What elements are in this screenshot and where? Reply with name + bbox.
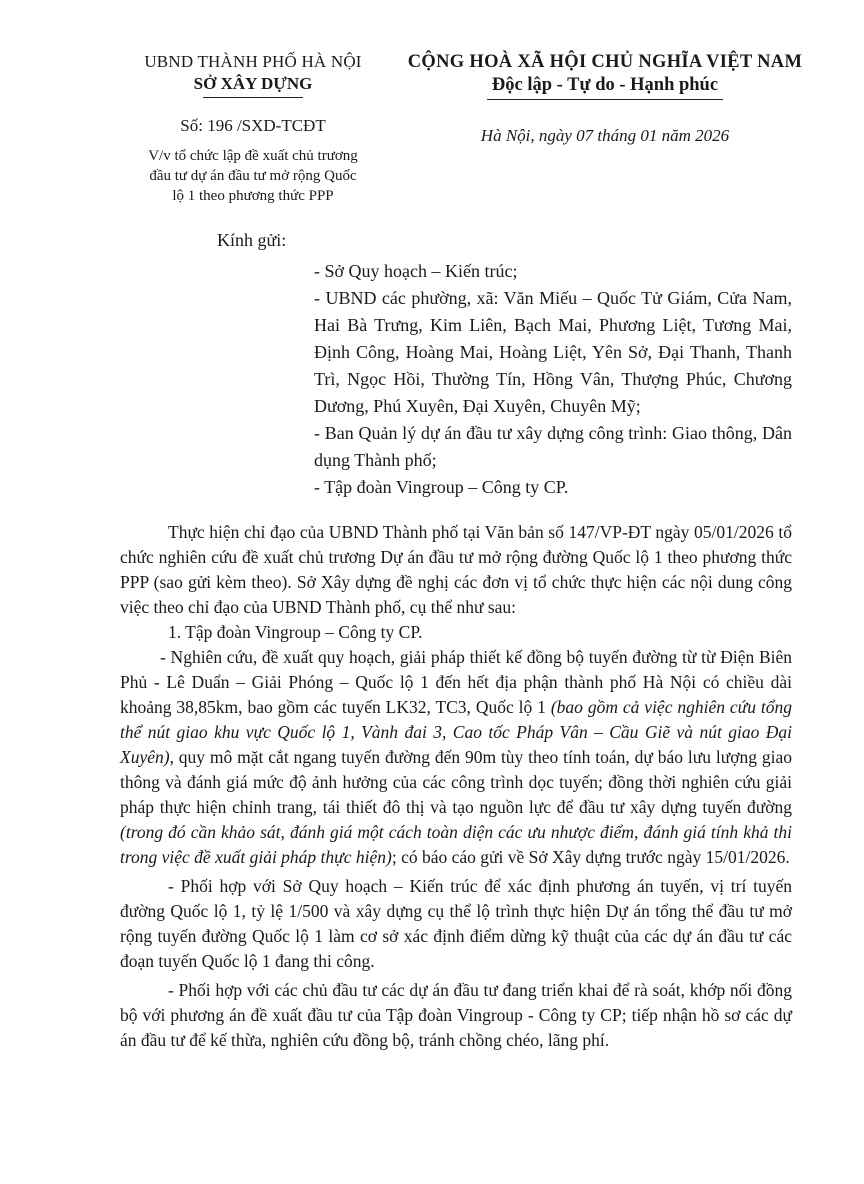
task-text: - Nghiên cứu, đề xuất quy hoạch, giải pháp thiết kế đồng bộ tuyến đường từ từ Điện Biên Phủ - Lê Duẩn – Giải Phóng – Quốc lộ 1 đến hết địa phận thành phố Hà Nội có chiều dài khoảng 38,85km, bao gồm các tuyến LK32, TC3, Quốc lộ 1 <box>120 647 792 717</box>
document-date: Hà Nội, ngày 07 tháng 01 năm 2026 <box>480 126 730 145</box>
motto-underline <box>487 99 723 100</box>
issuer-parent-org: UBND THÀNH PHỐ HÀ NỘI <box>144 52 362 71</box>
task-note: (trong đó cần khảo sát, đánh giá một cách toàn diện các ưu nhược điểm, đánh giá tính khả thi trong việc đề xuất giải pháp thực hiện) <box>120 822 792 867</box>
issuer-org: SỞ XÂY DỰNG <box>193 74 313 93</box>
document-subject <box>118 146 388 206</box>
subject-line: V/v tổ chức lập đề xuất chủ trương <box>148 148 358 164</box>
subject-line: đầu tư dự án đầu tư mở rộng Quốc <box>149 168 357 184</box>
issuer-underline <box>203 97 303 98</box>
task-paragraph-3: - Phối hợp với các chủ đầu tư các dự án đầu tư đang triển khai để rà soát, khớp nối đồng bộ với phương án đề xuất đầu tư của Tập đoàn Vingroup - Công ty CP; tiếp nhận hồ sơ các dự án đầu tư để kế thừa, nghiên cứu đồng bộ, tránh chồng chéo, lãng phí. <box>120 980 792 1050</box>
document-number: Số: 196 /SXD-TCĐT <box>180 116 326 135</box>
recipient-item: - UBND các phường, xã: Văn Miếu – Quốc Tử Giám, Cửa Nam, Hai Bà Trưng, Kim Liên, Bạch Mai, Phương Liệt, Tương Mai, Định Công, Hoàng Mai, Hoàng Liệt, Yên Sở, Đại Thanh, Thanh Trì, Ngọc Hồi, Thường Tín, Hồng Vân, Thượng Phúc, Chương Dương, Phú Xuyên, Đại Xuyên, Chuyên Mỹ; <box>314 288 792 416</box>
national-header <box>400 52 810 146</box>
subject-line: lộ 1 theo phương thức PPP <box>172 188 334 204</box>
issuer-block <box>118 52 388 206</box>
task-text: , quy mô mặt cắt ngang tuyến đường đến 90m tùy theo tính toán, dự báo lưu lượng giao thông và đánh giá mức độ ảnh hưởng của các công trình dọc tuyến; đồng thời nghiên cứu giải pháp thực hiện chỉnh trang, tái thiết đô thị và tạo nguồn lực để đầu tư xây dựng tuyến đường <box>120 747 792 817</box>
task-paragraph-1 <box>120 645 792 870</box>
national-title: CỘNG HOÀ XÃ HỘI CHỦ NGHĨA VIỆT NAM <box>407 52 803 72</box>
task-note: (bao gồm cả việc nghiên cứu tổng thể nút giao khu vực Quốc lộ 1, Vành đai 3, Cao tốc Pháp Vân – Cầu Giẽ và nút giao Đại Xuyên) <box>120 697 792 767</box>
letter-body <box>120 520 792 1053</box>
recipient-item: - Ban Quản lý dự án đầu tư xây dựng công trình: Giao thông, Dân dụng Thành phố; <box>314 423 792 470</box>
task-text: ; có báo cáo gửi về Sở Xây dựng trước ngày 15/01/2026. <box>391 847 790 867</box>
recipient-item: - Sở Quy hoạch – Kiến trúc; <box>314 261 518 281</box>
recipient-item: - Tập đoàn Vingroup – Công ty CP. <box>314 477 569 497</box>
recipient-list <box>314 258 792 501</box>
salutation: Kính gửi: <box>217 230 287 250</box>
task-paragraph-2: - Phối hợp với Sở Quy hoạch – Kiến trúc để xác định phương án tuyến, vị trí tuyến đường Quốc lộ 1, tỷ lệ 1/500 và xây dựng cụ thể lộ trình thực hiện Dự án tổng thể đầu tư mở rộng tuyến đường Quốc lộ 1 làm cơ sở xác định điểm dừng kỹ thuật của các dự án đầu tư các đoạn tuyến Quốc lộ 1 đang thi công. <box>120 876 792 971</box>
section-heading: 1. Tập đoàn Vingroup – Công ty CP. <box>168 622 423 642</box>
national-motto: Độc lập - Tự do - Hạnh phúc <box>491 75 719 95</box>
intro-paragraph: Thực hiện chỉ đạo của UBND Thành phố tại Văn bản số 147/VP-ĐT ngày 05/01/2026 tổ chức nghiên cứu đề xuất chủ trương Dự án đầu tư mở rộng đường Quốc lộ 1 theo phương thức PPP (sao gửi kèm theo). Sở Xây dựng đề nghị các đơn vị tổ chức thực hiện các nội dung công việc theo chỉ đạo của UBND Thành phố, cụ thể như sau: <box>120 522 792 617</box>
